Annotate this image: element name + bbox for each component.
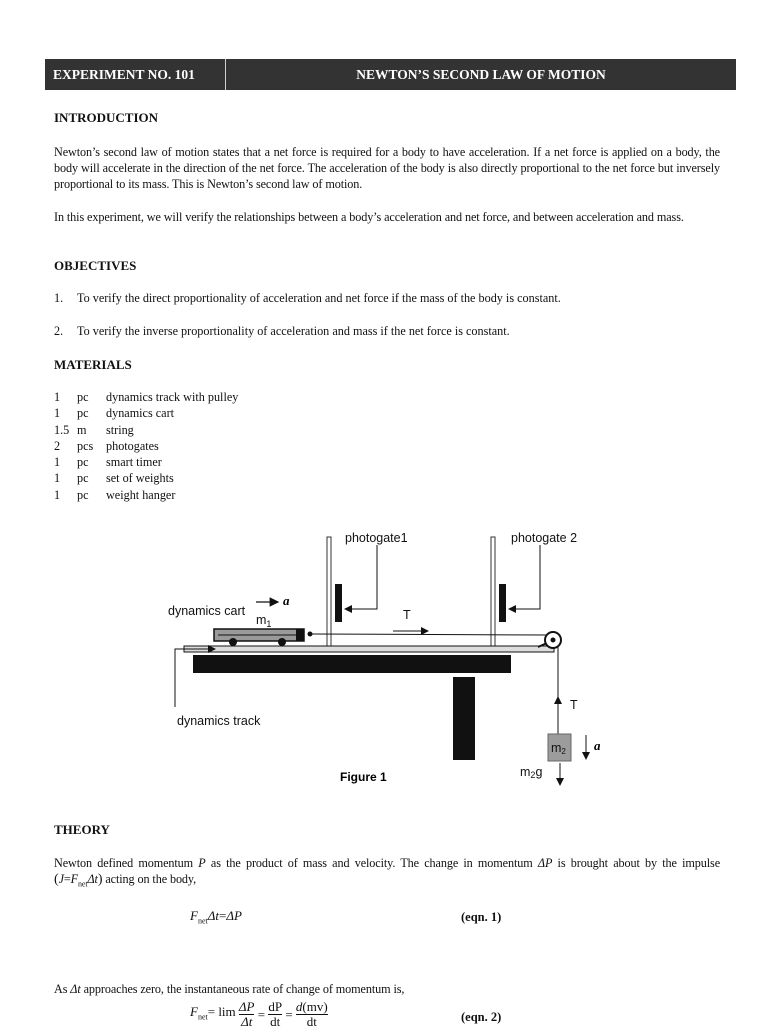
pulley-axle: [551, 638, 556, 643]
mass-2-label: m2: [551, 741, 566, 756]
track-label: dynamics track: [177, 714, 261, 728]
string-horizontal: [312, 634, 550, 635]
photogate-2-stand: [491, 537, 495, 647]
cart-label: dynamics cart: [168, 604, 246, 618]
objective-item: 1. To verify the direct proportionality of acceleration and net force if the mass of the body is constant.: [54, 291, 561, 305]
photogate-1-sensor: [335, 584, 342, 622]
cart-wheel: [278, 638, 286, 646]
material-item: 1 pc dynamics cart: [54, 406, 175, 421]
cart-bumper: [296, 629, 304, 641]
material-item: 1 pc smart timer: [54, 455, 162, 470]
objective-item: 2. To verify the inverse proportionality of acceleration and mass if the net force is constant.: [54, 324, 510, 338]
material-item: 1.5 m string: [54, 422, 134, 437]
experiment-number: EXPERIMENT NO. 101: [45, 59, 226, 90]
introduction-paragraph-2: In this experiment, we will verify the relationships between a body’s acceleration and net force, and between acceleration and mass.: [54, 210, 684, 224]
experiment-title: NEWTON’S SECOND LAW OF MOTION: [356, 66, 606, 82]
tension-label-vertical: T: [570, 698, 578, 712]
material-item: 1 pc set of weights: [54, 471, 174, 486]
photogate-2-label: photogate 2: [511, 531, 578, 545]
theory-paragraph-2: As Δt approaches zero, the instantaneous rate of change of momentum is,: [54, 982, 405, 996]
introduction-heading: INTRODUCTION: [54, 110, 159, 125]
weight-label: m2g: [520, 765, 543, 780]
cart-wheel: [229, 638, 237, 646]
material-item: 1 pc dynamics track with pulley: [54, 390, 239, 404]
dynamics-track-base: [193, 655, 511, 673]
figure-1-diagram: [160, 527, 600, 789]
theory-heading: THEORY: [54, 822, 110, 837]
materials-heading: MATERIALS: [54, 357, 132, 372]
introduction-paragraph-1: Newton’s second law of motion states that a net force is required for a body to have acceleration. If a net force is applied on a body, the body will accelerate in the direction of the net force. The acceleration of the body is also directly proportional to the net force but inversely proportional to its mass. This is Newton’s second law of motion.: [54, 145, 720, 191]
photogate-2-sensor: [499, 584, 506, 622]
photogate-1-stand: [327, 537, 331, 647]
photogate-1-label: photogate1: [345, 531, 408, 545]
photogate-1-callout: [345, 545, 377, 609]
mass-1-label: $m_1$: [256, 613, 272, 629]
material-item: 1 pc weight hanger: [54, 487, 176, 502]
mass-acceleration-symbol: a: [594, 738, 600, 753]
figure-caption: Figure 1: [340, 770, 387, 784]
cart-hook: [308, 632, 313, 637]
photogate-2-callout: [509, 545, 540, 609]
dynamics-track-rail: [184, 646, 554, 652]
objectives-heading: OBJECTIVES: [54, 258, 137, 273]
material-item: 2 pcs photogates: [54, 438, 159, 453]
tension-label-horizontal: T: [403, 608, 411, 622]
header-bar: [45, 59, 736, 90]
acceleration-symbol: a: [283, 593, 290, 608]
equation-2-label: (eqn. 2): [461, 1010, 502, 1024]
equation-2: $F_{net}= \lim$ $\frac{\Delta P}{\Delta t}$ = $\frac{dP}{dt}$ = $\frac{d(mv)}{dt}$: [190, 999, 328, 1029]
table-leg: [453, 677, 475, 760]
materials-list: [54, 389, 238, 503]
equation-1-label: (eqn. 1): [461, 910, 502, 924]
theory-paragraph-1: Newton defined momentum P as the product of mass and velocity. The change in momentum ΔP is brought about by the impulse $(J=F_{net}\Delta t)$ acting on the body,: [54, 856, 720, 889]
equation-1: $F_{net}\Delta t=\Delta P$: [190, 908, 242, 926]
